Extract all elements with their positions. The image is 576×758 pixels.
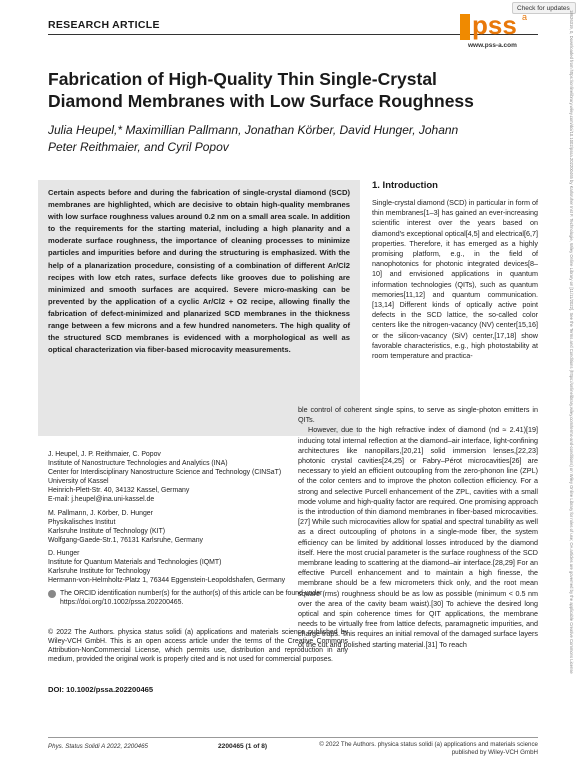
download-sidebar [562,10,574,750]
intro-column-lower [298,405,538,650]
affil-line: M. Pallmann, J. Körber, D. Hunger [48,509,153,517]
affil-line: Center for Interdisciplinary Nanostructure Science and Technology (CINSaT) [48,469,282,477]
author-list: Julia Heupel,* Maximillian Pallmann, Jonathan Körber, David Hunger, Johann Peter Reithmaier, and Cyril Popov [48,123,459,154]
affil-line: Institute for Quantum Materials and Technologies (IQMT) [48,559,222,567]
section-heading: 1. Introduction [372,180,438,191]
intro-column-upper [372,198,538,361]
intro-paragraph: Single-crystal diamond (SCD) in particular in form of thin membranes[1–3] has gained an ever-increasing scientific interest over the years based on diamond's exceptional optical[4,5] and electrical[6,7] properties. Therefore, it has emerged as a highly promising platform, e.g., in the field of nanophotonics for photonic integrated devices[8–10] and envisioned applications in quantum information technologies (QITs), such as quantum memories[11,12] and quantum communication.[13,14] Different kinds of optically active point defects in the SCD lattice, the so-called color centers like the nitrogen-vacancy (NV) center[15,16] or the silicon-vacancy (SiV) center,[17,18] show favorable characteristics, e.g., high photostability at room temperature and practica- [372,198,538,361]
orcid-note-text[interactable]: The ORCID identification number(s) for the author(s) of this article can be found under https://doi.org/10.1002/pssa.202200465. [60,590,323,607]
doi[interactable]: DOI: 10.1002/pssa.202200465 [48,685,154,694]
footer-journal: Phys. Status Solidi A 2022, 2200465 [48,743,148,750]
affil-line: Heinrich-Plett-Str. 40, 34132 Kassel, Germany [48,487,190,495]
affil-line: Physikalisches Institut [48,518,116,526]
download-sidebar-text: 18626319, 0, Downloaded from https://onlinelibrary.wiley.com/doi/10.1002/pssa.202200465 by Karlsruher Inst F. Technologie, Wiley Online Library on [11/11/2022]. See the Terms and Conditions (https://onlinelibrary.wiley.com/terms-and-conditions) on Wiley Online Library for rules of use; OA articles are governed by the applicable Creative Commons License [569,10,574,674]
check-for-updates-badge[interactable]: Check for updates [512,2,576,14]
affil-line: Karlsruhe Institute for Technology [48,568,151,576]
affil-line: Karlsruhe Institute of Technology (KIT) [48,527,166,535]
footer-page-number: 2200465 (1 of 8) [218,743,268,750]
affil-line: University of Kassel [48,478,109,486]
affil-line: Wolfgang-Gaede-Str.1, 76131 Karlsruhe, Germany [48,536,203,544]
affil-line: Institute of Nanostructure Technologies and Analytics (INA) [48,460,228,468]
intro-paragraph-cont: ble control of coherent single spins, to serve as single-photon emitters in QITs. [298,405,538,425]
affil-line: D. Hunger [48,549,80,557]
section-label: RESEARCH ARTICLE [48,19,160,31]
article-title: Fabrication of High-Quality Thin Single-Crystal Diamond Membranes with Low Surface Roughness [48,69,474,111]
affil-line: J. Heupel, J. P. Reithmaier, C. Popov [48,451,161,458]
journal-logo [460,10,530,40]
abstract-box [38,180,360,436]
footer-rule [48,737,538,738]
footer-copyright: © 2022 The Authors. physica status solidi (a) applications and materials science published by Wiley-VCH GmbH [319,741,538,756]
orcid-icon [48,590,56,598]
journal-url[interactable]: www.pss-a.com [468,42,517,49]
affil-email[interactable]: E-mail: j.heupel@ina.uni-kassel.de [48,496,155,504]
logo-stripe-icon [460,14,470,40]
logo-text-icon: pss [472,10,517,40]
license-text: © 2022 The Authors. physica status solidi (a) applications and materials science published by Wiley-VCH GmbH. This is an open access article under the terms of the Creative Commons Attribution-NonCommercial License, which permits use, distribution and reproduction in any medium, provided the original work is properly cited and is not used for commercial purposes. [48,629,348,664]
abstract-text: Certain aspects before and during the fabrication of single-crystal diamond (SCD) membranes are highlighted, which are decisive to obtain high-quality membranes with low surface roughness values around 0.2 nm on a small area scale. In addition to the requirements for the starting material, including a high planarity and a moderate surface roughness, the importance of cleaning processes to minimize particles and impurities before and during the structuring is emphasized. With the help of a planarization procedure, consisting of a combination of different Ar/Cl2 recipes with low etch rates, surface defects like grooves due to polishing are minimized and smooth surfaces are acquired. Severe micro-masking can be prevented by the application of a cyclic Ar/Cl2 + O2 recipe, allowing finally the fabrication of defect-minimized and planarized SCD membranes in the thickness range between a few microns and a few hundred nanometers. The high quality of the structured SCD membranes is evidenced with a morphological as well as optical characterization via fiber-based microcavity measurements. [48,188,350,355]
logo-superscript-icon: a [522,12,528,22]
intro-paragraph: However, due to the high refractive index of diamond (nd ≈ 2.41)[19] inducing total internal reflection at the diamond–air interface, light-confining architectures like nanopillars,[20,21] solid immersion lenses,[22,23] photonic crystal cavities[24,25] or Fabry–Pérot microcavities[26] are necessary to yield an efficient outcoupling from the zero-phonon line (ZPL) of the color centers and to improve the photon collection efficiency. For a strong and selective Purcell enhancement of the ZPL, cavities with a small mode volume and high-quality factor are required. One promising approach is the introduction of thin diamond membranes in fiber-based microcavities.[27] While such microcavities allow for spatial and spectral tunability as well as a direct outcoupling of photons in a single-mode fiber, the system efficiency can be limited by additional losses introduced by the diamond itself. Here the most crucial parameter is the surface roughness of the SCD membrane leading to scattering at the diamond–air interface.[28,29] For an effective Purcell enhancement and to maintain a high finesse, the membrane should be a few micrometers thick only, and the root mean square (rms) roughness should be as low as possible (minimum < 0.5 nm over the area of the cavity beam waist).[30] To achieve the desired long optical and spin coherence times for QIT applications, the membrane needs to be virtually free from lattice defects, paramagnetic impurities, and charge traps. This requires an initial removal of the damaged surface layers of the cut and polished starting material.[31] To reach [298,425,538,649]
affil-line: Hermann-von-Helmholtz-Platz 1, 76344 Eggenstein-Leopoldshafen, Germany [48,577,286,585]
